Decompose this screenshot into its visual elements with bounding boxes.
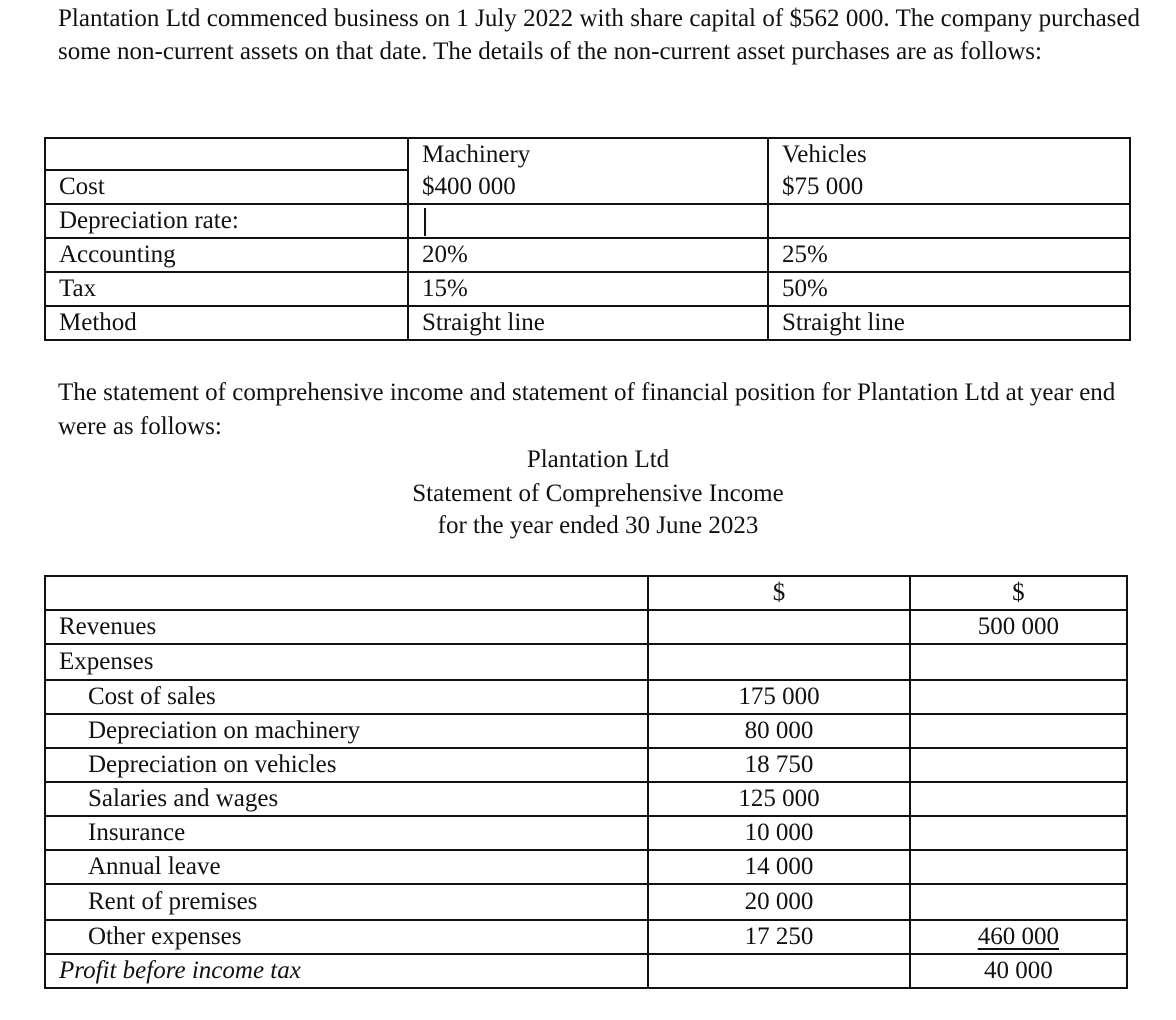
asset-row-label: Cost [45, 170, 408, 204]
expense-row-cost-of-sales [45, 680, 1127, 714]
expense-total-cell [910, 680, 1127, 714]
expenses-heading-total [910, 644, 1127, 680]
revenues-total: 500 000 [910, 610, 1127, 644]
expense-row-insurance [45, 816, 1127, 850]
expense-amount: 14 000 [648, 850, 910, 884]
expense-amount: 175 000 [648, 680, 910, 714]
expense-label: Annual leave [45, 850, 648, 884]
asset-row-cost [45, 170, 1130, 204]
expenses-label: Expenses [45, 644, 648, 680]
vehicles-cost: $75 000 [768, 170, 1130, 204]
expense-label: Depreciation on machinery [45, 714, 648, 748]
expense-label: Rent of premises [45, 884, 648, 920]
asset-row-tax [45, 272, 1130, 306]
expense-label: Salaries and wages [45, 782, 648, 816]
statement-intro-paragraph: The statement of comprehensive income and statement of financial position for Plantation Ltd at year end were as follows: [58, 379, 1116, 440]
expense-row-salaries [45, 782, 1127, 816]
expense-total-cell [910, 782, 1127, 816]
asset-row-depreciation-rate [45, 204, 1130, 238]
intro-paragraph: Plantation Ltd commenced business on 1 July 2022 with share capital of $562 000. The company purchased some non-current assets on that date. The details of the non-current asset purchases are as follows: [58, 5, 1140, 65]
asset-row-label: Accounting [45, 238, 408, 272]
expense-row-other [45, 920, 1127, 954]
expense-row-depreciation-machinery [45, 714, 1127, 748]
profit-amount [648, 954, 910, 988]
vehicles-depreciation-cell [768, 204, 1130, 238]
machinery-tax-rate: 15% [408, 272, 768, 306]
asset-header-blank [45, 138, 408, 170]
income-header-blank [45, 576, 648, 610]
profit-row [45, 954, 1127, 988]
expense-total-cell [910, 816, 1127, 850]
expenses-total [910, 920, 1127, 954]
expense-amount: 80 000 [648, 714, 910, 748]
revenues-amount [648, 610, 910, 644]
expense-label: Cost of sales [45, 680, 648, 714]
expense-label: Depreciation on vehicles [45, 748, 648, 782]
text-cursor [424, 208, 426, 236]
profit-total: 40 000 [910, 954, 1127, 988]
asset-row-accounting [45, 238, 1130, 272]
expense-label: Other expenses [45, 920, 648, 954]
totals-column-header: $ [910, 576, 1127, 610]
expense-total-cell [910, 714, 1127, 748]
expense-row-rent [45, 884, 1127, 920]
machinery-method: Straight line [408, 306, 768, 340]
vehicles-header: Vehicles [768, 138, 1130, 170]
expense-row-annual-leave [45, 850, 1127, 884]
vehicles-tax-rate: 50% [768, 272, 1130, 306]
expense-amount: 18 750 [648, 748, 910, 782]
vehicles-accounting-rate: 25% [768, 238, 1130, 272]
income-header-row [45, 576, 1127, 610]
machinery-accounting-rate: 20% [408, 238, 768, 272]
statement-period: for the year ended 30 June 2023 [437, 512, 759, 539]
asset-row-label: Method [45, 306, 408, 340]
machinery-depreciation-cell[interactable] [408, 204, 768, 238]
expense-row-depreciation-vehicles [45, 748, 1127, 782]
expense-total-cell [910, 748, 1127, 782]
statement-title: Statement of Comprehensive Income [412, 480, 784, 507]
income-statement-table [44, 575, 1128, 989]
expense-total-cell [910, 850, 1127, 884]
profit-label: Profit before income tax [45, 954, 648, 988]
asset-row-label: Depreciation rate: [45, 204, 408, 238]
expenses-heading-row [45, 644, 1127, 680]
statement-company-name: Plantation Ltd [526, 446, 670, 473]
expenses-total-value: 460 000 [977, 923, 1060, 950]
expense-amount: 10 000 [648, 816, 910, 850]
asset-details-table [44, 137, 1131, 341]
expenses-heading-amount [648, 644, 910, 680]
expense-label: Insurance [45, 816, 648, 850]
expense-total-cell [910, 884, 1127, 920]
expense-amount: 20 000 [648, 884, 910, 920]
revenues-row [45, 610, 1127, 644]
expense-amount: 125 000 [648, 782, 910, 816]
asset-row-label: Tax [45, 272, 408, 306]
expense-amount: 17 250 [648, 920, 910, 954]
vehicles-method: Straight line [768, 306, 1130, 340]
asset-table-header-row [45, 138, 1130, 170]
revenues-label: Revenues [45, 610, 648, 644]
amounts-column-header: $ [648, 576, 910, 610]
asset-row-method [45, 306, 1130, 340]
machinery-cost: $400 000 [408, 170, 768, 204]
machinery-header: Machinery [408, 138, 768, 170]
